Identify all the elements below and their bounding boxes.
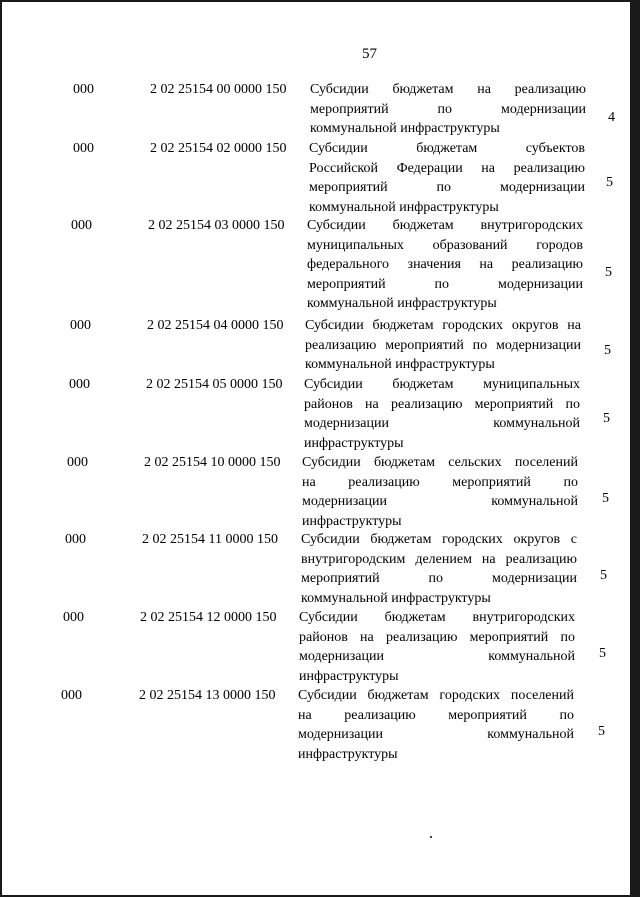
description-line: Субсидии бюджетам городских поселений xyxy=(298,688,574,703)
income-description xyxy=(307,216,583,314)
budget-classification-code: 2 02 25154 05 0000 150 xyxy=(146,377,283,392)
description-line: районов на реализацию мероприятий по xyxy=(299,629,575,645)
budget-classification-code: 2 02 25154 13 0000 150 xyxy=(139,688,276,703)
description-line: модернизации коммунальной xyxy=(298,727,574,743)
page-number: 57 xyxy=(362,46,377,62)
description-line: Субсидии бюджетам сельских поселений xyxy=(302,455,578,470)
description-line: инфраструктуры xyxy=(302,513,402,529)
description-line: на реализацию мероприятий по xyxy=(298,707,574,723)
description-line: коммунальной инфраструктуры xyxy=(305,357,495,373)
description-line: внутригородским делением на реализацию xyxy=(301,551,577,567)
description-line: инфраструктуры xyxy=(304,435,404,451)
description-line: Российской Федерации на реализацию xyxy=(309,160,585,176)
income-description xyxy=(301,530,577,608)
description-line: Субсидии бюджетам на реализацию xyxy=(310,82,586,97)
description-line: инфраструктуры xyxy=(298,746,398,762)
income-description xyxy=(309,139,585,217)
description-line: коммунальной инфраструктуры xyxy=(307,296,497,312)
description-line: коммунальной инфраструктуры xyxy=(301,590,491,606)
income-description xyxy=(310,80,586,139)
admin-code: 000 xyxy=(73,82,94,97)
budget-classification-code: 2 02 25154 11 0000 150 xyxy=(142,532,278,547)
description-line: Субсидии бюджетам внутригородских xyxy=(307,218,583,233)
description-line: мероприятий по модернизации xyxy=(301,571,577,587)
admin-code: 000 xyxy=(69,377,90,392)
description-line: модернизации коммунальной xyxy=(299,649,575,665)
row-marker: 5 xyxy=(606,175,613,190)
description-line: Субсидии бюджетам городских округов на xyxy=(305,318,581,333)
income-description xyxy=(302,453,578,531)
income-description xyxy=(298,686,574,764)
description-line: районов на реализацию мероприятий по xyxy=(304,396,580,412)
row-marker: 5 xyxy=(598,724,605,739)
row-marker: 5 xyxy=(604,343,611,358)
admin-code: 000 xyxy=(73,141,94,156)
admin-code: 000 xyxy=(71,218,92,233)
row-marker: 5 xyxy=(605,265,612,280)
row-marker: 5 xyxy=(600,568,607,583)
description-line: коммунальной инфраструктуры xyxy=(310,121,500,137)
row-marker: 5 xyxy=(602,491,609,506)
description-line: мероприятий по модернизации xyxy=(309,180,585,196)
budget-classification-code: 2 02 25154 03 0000 150 xyxy=(148,218,285,233)
description-line: коммунальной инфраструктуры xyxy=(309,199,499,215)
row-marker: 5 xyxy=(599,646,606,661)
income-description xyxy=(304,375,580,453)
description-line: мероприятий по модернизации xyxy=(310,101,586,117)
description-line: инфраструктуры xyxy=(299,668,399,684)
income-description xyxy=(305,316,581,375)
admin-code: 000 xyxy=(63,610,84,625)
admin-code: 000 xyxy=(65,532,86,547)
admin-code: 000 xyxy=(67,455,88,470)
description-line: федерального значения на реализацию xyxy=(307,257,583,273)
budget-classification-code: 2 02 25154 02 0000 150 xyxy=(150,141,287,156)
document-page xyxy=(2,2,630,895)
description-line: реализацию мероприятий по модернизации xyxy=(305,337,581,353)
budget-classification-code: 2 02 25154 00 0000 150 xyxy=(150,82,287,97)
description-line: Субсидии бюджетам муниципальных xyxy=(304,377,580,392)
scan-speck xyxy=(430,836,432,838)
description-line: модернизации коммунальной xyxy=(302,494,578,510)
description-line: Субсидии бюджетам городских округов с xyxy=(301,532,577,547)
admin-code: 000 xyxy=(70,318,91,333)
description-line: на реализацию мероприятий по xyxy=(302,474,578,490)
description-line: мероприятий по модернизации xyxy=(307,276,583,292)
row-marker: 5 xyxy=(603,411,610,426)
description-line: Субсидии бюджетам субъектов xyxy=(309,141,585,156)
budget-classification-code: 2 02 25154 12 0000 150 xyxy=(140,610,277,625)
description-line: модернизации коммунальной xyxy=(304,416,580,432)
budget-classification-code: 2 02 25154 04 0000 150 xyxy=(147,318,284,333)
income-description xyxy=(299,608,575,686)
admin-code: 000 xyxy=(61,688,82,703)
budget-classification-code: 2 02 25154 10 0000 150 xyxy=(144,455,281,470)
description-line: муниципальных образований городов xyxy=(307,237,583,253)
description-line: Субсидии бюджетам внутригородских xyxy=(299,610,575,625)
row-marker: 4 xyxy=(608,110,615,125)
